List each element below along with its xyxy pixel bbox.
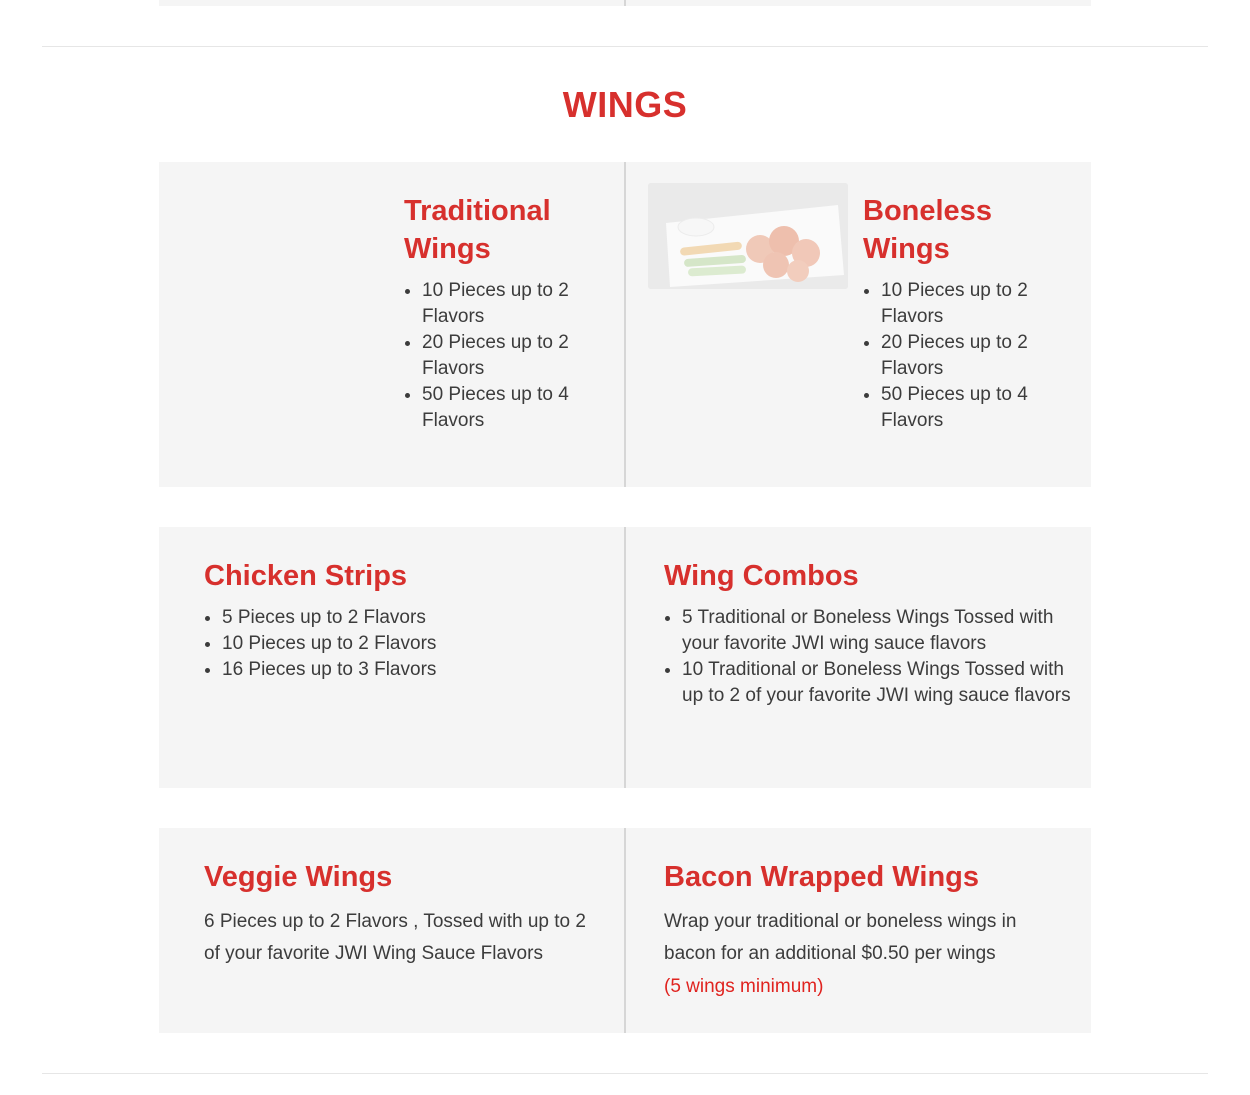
card-wing-combos [626, 527, 1091, 788]
wings-platter-photo [648, 183, 848, 289]
size-list [204, 605, 622, 683]
list-item: • 10 Pieces up to 2 Flavors [881, 278, 1061, 330]
wings-platter-image [648, 183, 848, 289]
list-item: • 10 Traditional or Boneless Wings Tossed with up to 2 of your favorite JWI wing sauce flavors [682, 657, 1077, 709]
menu-row-2 [159, 527, 1091, 788]
card-title: Wing Combos [664, 560, 859, 592]
card-description: 6 Pieces up to 2 Flavors , Tossed with up to 2 of your favorite JWI Wing Sauce Flavors [204, 911, 586, 964]
column-divider [624, 0, 626, 6]
list-item: • 10 Pieces up to 2 Flavors [222, 631, 622, 657]
size-list [863, 278, 1061, 434]
list-item: • 50 Pieces up to 4 Flavors [881, 382, 1061, 434]
card-title: Bacon Wrapped Wings [664, 861, 980, 893]
section-divider-top [42, 46, 1208, 47]
list-item: • 5 Traditional or Boneless Wings Tossed with your favorite JWI wing sauce flavors [682, 605, 1077, 657]
combo-list [664, 605, 1077, 709]
card-title [863, 192, 1073, 268]
card-chicken-strips [159, 527, 624, 788]
menu-row-1 [159, 162, 1091, 487]
card-description: Wrap your traditional or boneless wings in bacon for an additional $0.50 per wings [664, 911, 1017, 964]
list-item: • 5 Pieces up to 2 Flavors [222, 605, 622, 631]
menu-row-3 [159, 828, 1091, 1033]
list-item: • 16 Pieces up to 3 Flavors [222, 657, 622, 683]
section-divider-bottom [42, 1073, 1208, 1074]
list-item: • 10 Pieces up to 2 Flavors [422, 278, 597, 330]
card-bacon-wrapped-wings [626, 828, 1091, 1033]
card-title [404, 192, 614, 268]
list-item: • 50 Pieces up to 4 Flavors [422, 382, 597, 434]
size-list [404, 278, 597, 434]
section-title: WINGS [562, 84, 688, 125]
list-item: • 20 Pieces up to 2 Flavors [422, 330, 597, 382]
minimum-note: (5 wings minimum) [664, 976, 824, 997]
title-line: Boneless [863, 195, 992, 227]
card-boneless-wings [626, 162, 1091, 487]
title-line: Wings [404, 233, 491, 265]
card-title: Chicken Strips [204, 560, 408, 592]
card-veggie-wings [159, 828, 624, 1033]
list-item: • 20 Pieces up to 2 Flavors [881, 330, 1061, 382]
card-title: Veggie Wings [204, 861, 393, 893]
title-line: Traditional [404, 195, 551, 227]
title-line: Wings [863, 233, 950, 265]
previous-row-bottom [159, 0, 1091, 6]
card-traditional-wings [159, 162, 624, 487]
